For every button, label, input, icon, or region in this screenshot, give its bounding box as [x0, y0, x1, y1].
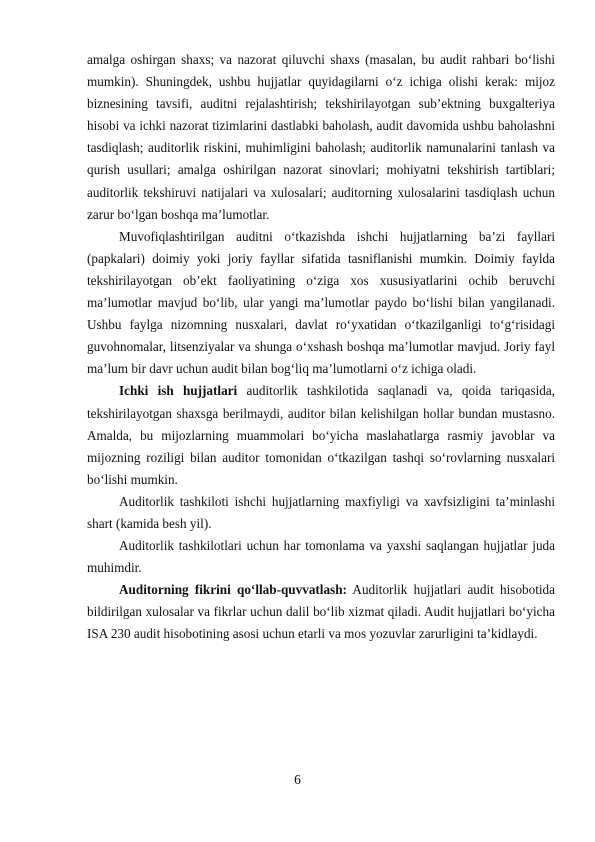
page-number: 6: [294, 772, 301, 787]
paragraph-text: auditorlik tashkilotida saqlanadi va, qoida tariqasida, tekshirilayotgan shaxsga berilmaydi, auditor bilan kelishilgan hollar bundan mustasno. Amalda, bu mijozlarning muammolari bo‘yicha maslahatlarga rasmiy javoblar va mijozning roziligi bilan auditor tomonidan o‘tkazilgan tashqi so‘rovlarning nusxalari bo‘lishi mumkin.: [87, 383, 555, 487]
paragraph-3: [87, 380, 555, 490]
paragraph-6: [87, 579, 555, 645]
bold-term: Ichki ish hujjatlari: [119, 383, 238, 399]
document-body: [87, 49, 555, 646]
paragraph-text: Muvofiqlashtirilgan auditni o‘tkazishda ishchi hujjatlarning ba’zi fayllari (papkalari) doimiy yoki joriy fayllar sifatida tasniflanishi mumkin. Doimiy faylda tekshirilayotgan ob’ekt faoliyatining o‘ziga xos xususiyatlarini ochib beruvchi ma’lumotlar mavjud bo‘lib, ular yangi ma’lumotlar paydo bo‘lishi bilan yangilanadi. Ushbu faylga nizomning nusxalari, davlat ro‘yxatidan o‘tkazilganligi to‘g‘risidagi guvohnomalar, litsenziyalar va shunga o‘xshash boshqa ma’lumotlar mavjud. Joriy fayl ma’lum bir davr uchun audit bilan bog‘liq ma’lumotlarni o‘z ichiga oladi.: [87, 228, 555, 377]
paragraph-4: [87, 491, 555, 535]
paragraph-text: Auditorlik tashkiloti ishchi hujjatlarning maxfiyligi va xavfsizligini ta’minlashi shart (kamida besh yil).: [87, 493, 555, 531]
paragraph-text: amalga oshirgan shaxs; va nazorat qiluvchi shaxs (masalan, bu audit rahbari bo‘lishi mumkin). Shuningdek, ushbu hujjatlar quyidagilarni o‘z ichiga olishi kerak: mijoz biznesining tavsifi, auditni rejalashtirish; tekshirilayotgan sub’ektning buxgalteriya hisobi va ichki nazorat tizimlarini dastlabki baholash, audit davomida ushbu baholashni tasdiqlash; auditorlik riskini, muhimligini baholash; auditorlik namunalarini tanlash va qurish usullari; amalga oshirilgan nazorat sinovlari; mohiyatni tekshirish tartiblari; auditorlik tekshiruvi natijalari va xulosalari; auditorning xulosalarini tasdiqlash uchun zarur bo‘lgan boshqa ma’lumotlar.: [87, 52, 555, 222]
paragraph-text: Auditorlik tashkilotlari uchun har tomonlama va yaxshi saqlangan hujjatlar juda muhimdir.: [87, 538, 555, 576]
paragraph-text: Auditorlik hujjatlari audit hisobotida bildirilgan xulosalar va fikrlar uchun dalil bo‘lib xizmat qiladi. Audit hujjatlari bo‘yicha ISA 230 audit hisobotining asosi uchun etarli va mos yozuvlar zarurligini ta’kidlaydi.: [87, 582, 555, 642]
paragraph-5: [87, 535, 555, 579]
paragraph-2: [87, 226, 555, 381]
bold-term: Auditorning fikrini qo‘llab-quvvatlash:: [119, 582, 347, 598]
paragraph-1: [87, 49, 555, 226]
